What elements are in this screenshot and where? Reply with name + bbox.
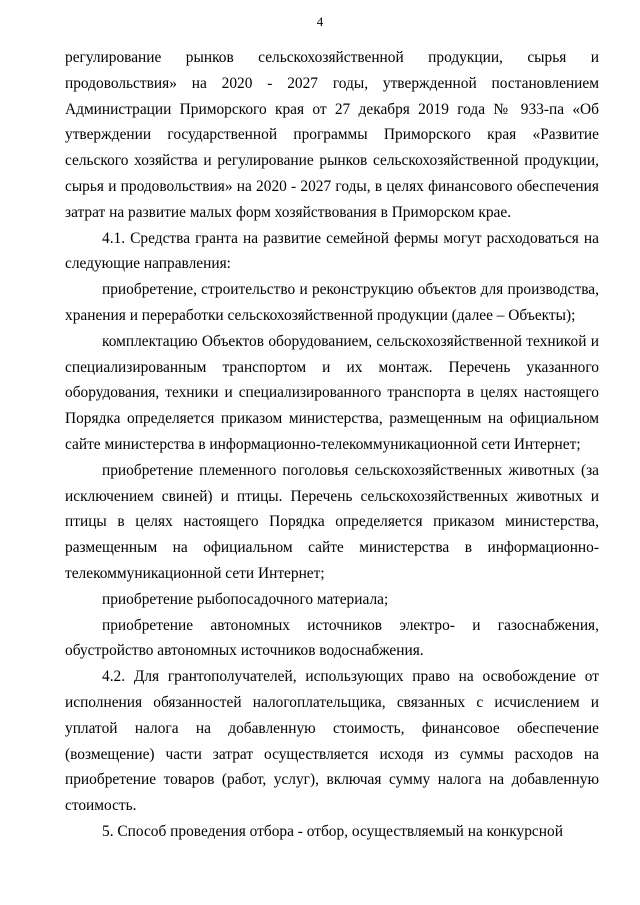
paragraph-4-2: 4.2. Для грантополучателей, использующих право на освобождение от исполнения обязанностей налогоплательщика, связанных с исчислением и уплатой налога на добавленную стоимость, финансовое обеспечение (возмещение) части затрат осуществляется исходя из суммы расходов на приобретение товаров (работ, услуг), включая сумму налога на добавленную стоимость. xyxy=(65,668,599,815)
list-item-equipment: комплектацию Объектов оборудованием, сельскохозяйственной техникой и специализированным транспортом и их монтаж. Перечень указанного оборудования, техники и специализированного транспорта в целях настоящего Порядка определяется приказом министерства, размещенным на официальном сайте министерства в информационно-телекоммуникационной сети Интернет; xyxy=(65,332,599,453)
list-item-livestock: приобретение племенного поголовья сельскохозяйственных животных (за исключением свиней) и птицы. Перечень сельскохозяйственных животных и птицы в целях настоящего Порядка определяется приказом министерства, размещенным на официальном сайте министерства в информационно-телекоммуникационной сети Интернет; xyxy=(65,461,599,582)
paragraph-program-continuation: регулирование рынков сельскохозяйственной продукции, сырья и продовольствия» на 2020 - 2027 годы, утвержденной постановлением Администрации Приморского края от 27 декабря 2019 года № 933-па «Об утверждении государственной программы Приморского края «Развитие сельского хозяйства и регулирование рынков сельскохозяйственной продукции, сырья и продовольствия» на 2020 - 2027 годы, в целях финансового обеспечения затрат на развитие малых форм хозяйствования в Приморском крае. xyxy=(65,49,599,221)
list-item-autonomous-sources: приобретение автономных источников электро- и газоснабжения, обустройство автономных источников водоснабжения. xyxy=(65,616,599,660)
list-item-objects: приобретение, строительство и реконструкцию объектов для производства, хранения и переработки сельскохозяйственной продукции (далее – Объекты); xyxy=(65,281,599,324)
page-number: 4 xyxy=(316,14,324,29)
paragraph-4-1: 4.1. Средства гранта на развитие семейной фермы могут расходоваться на следующие направления: xyxy=(65,229,599,273)
paragraph-5: 5. Способ проведения отбора - отбор, осуществляемый на конкурсной xyxy=(102,822,563,840)
list-item-fish-stock: приобретение рыбопосадочного материала; xyxy=(102,590,389,608)
document-body xyxy=(65,45,599,845)
